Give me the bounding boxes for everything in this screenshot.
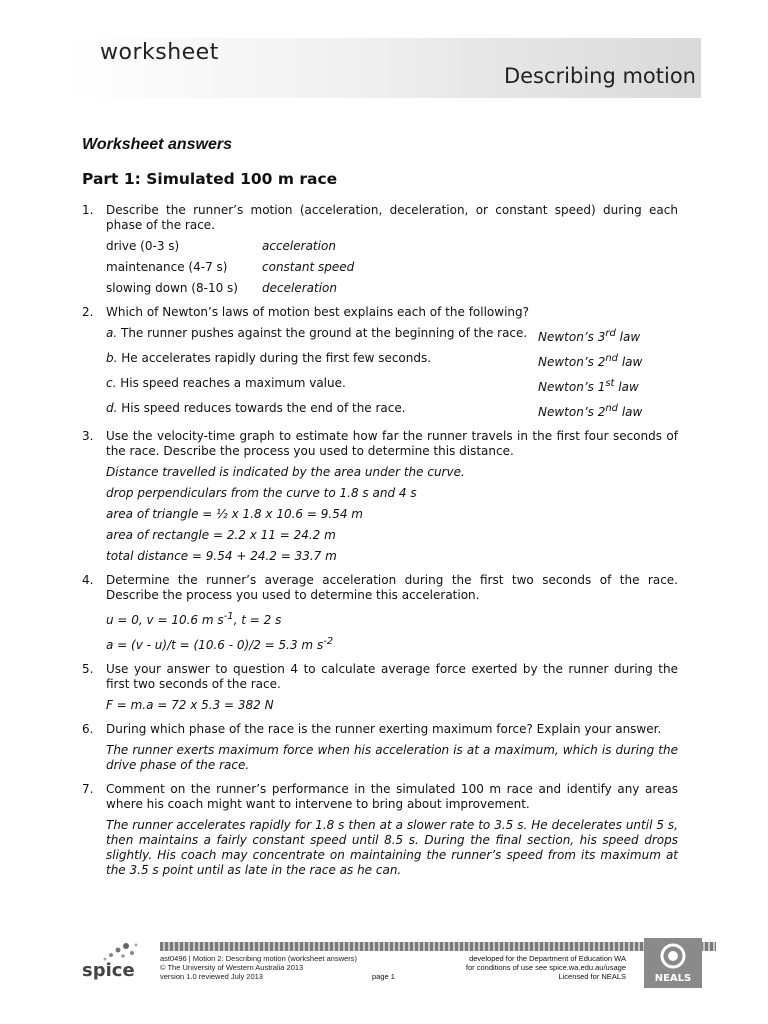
neals-swirl-icon [644,938,702,974]
law-text: Newton’s 2 [538,355,606,369]
answer-paragraph: The runner exerts maximum force when his acceleration is at a maximum, which is during the drive phase of the race. [106,743,678,772]
law-ordinal: st [605,378,615,389]
law-text: Newton’s 1 [538,380,606,394]
law-answer [538,351,642,370]
equation-text: u = 0, v = 10.6 m s [106,613,224,627]
page-footer [82,938,702,988]
answer-row [106,260,678,275]
question-text: Determine the runner’s average acceleration during the first two seconds of the race. Describe the process you used to determine this acceleration. [106,573,678,602]
item-label: a. [106,326,118,340]
question-text: Comment on the runner’s performance in the simulated 100 m race and identify any areas where his coach might want to intervene to bring about improvement. [106,782,678,811]
question-text: Describe the runner’s motion (acceleration, deceleration, or constant speed) during each phase of the race. [106,203,678,232]
footer-line: Licensed for NEALS [558,972,626,981]
section-title: Worksheet answers [82,136,232,153]
statement [106,376,538,395]
neals-logo-text: NEALS [654,973,692,984]
answer-row [106,326,678,345]
law-ordinal: rd [605,328,616,339]
exponent: -1 [223,611,234,622]
footer-line: © The University of Western Australia 2013 [160,963,304,972]
footer-line: developed for the Department of Education WA [469,954,626,963]
working-line: area of triangle = ½ x 1.8 x 10.6 = 9.54 m [106,507,363,521]
law-suffix: law [614,380,639,394]
question-text: Which of Newton’s laws of motion best explains each of the following? [106,305,530,319]
spice-logo-text: spice [82,960,135,981]
working-line: Distance travelled is indicated by the area under the curve. [106,465,465,479]
law-answer [538,326,640,345]
answer-row [106,351,678,370]
answer-paragraph: The runner accelerates rapidly for 1.8 s then at a slower rate to 3.5 s. He decelerates until 5 s, then maintains a fairly constant speed until 8.5 s. During the final section, his speed drops slightly. His coach may concentrate on maintaining the runner’s speed from its maximum at the 3.5 s point until as late in the race as he can. [106,818,678,877]
neals-logo [644,938,702,988]
question-2 [82,305,678,420]
question-7 [82,782,678,878]
phase-label: drive (0-3 s) [106,239,180,253]
brand-wordmark: worksheet [100,40,219,65]
answer-row [106,401,678,420]
item-text: The runner pushes against the ground at the beginning of the race. [117,326,528,340]
law-ordinal: nd [605,403,619,414]
working-line [106,634,678,653]
document-title: Describing motion [503,64,696,88]
question-4 [82,573,678,653]
equation-text: a = (v - u)/t = (10.6 - 0)/2 = 5.3 m s [106,638,324,652]
working-line: total distance = 9.54 + 24.2 = 33.7 m [106,549,337,563]
item-label: b. [106,351,118,365]
item-label: c. [106,376,117,390]
equation-text: , t = 2 s [233,613,282,627]
question-text: During which phase of the race is the runner exerting maximum force? Explain your answer. [106,722,662,736]
part-title: Part 1: Simulated 100 m race [82,170,338,188]
item-text: His speed reduces towards the end of the race. [117,401,406,415]
phase-answer: deceleration [262,281,337,295]
footer-info [160,954,357,981]
worksheet-content [82,203,678,887]
law-text: Newton’s 3 [538,330,606,344]
answer-row [106,239,678,254]
question-number: 4. [82,573,94,587]
law-ordinal: nd [605,353,619,364]
question-1 [82,203,678,296]
item-label: d. [106,401,118,415]
statement [106,351,538,370]
question-5 [82,662,678,713]
phase-answer: acceleration [262,239,336,253]
phase-label: maintenance (4-7 s) [106,260,228,274]
statement [106,326,538,345]
page-number: page 1 [372,972,395,981]
phase-label: slowing down (8-10 s) [106,281,238,295]
working-line: drop perpendiculars from the curve to 1.8 s and 4 s [106,486,417,500]
footer-credits [466,954,626,981]
answer-row [106,281,678,296]
law-answer [538,401,642,420]
footer-line: for conditions of use see spice.wa.edu.au/usage [465,963,626,972]
statement [106,401,538,420]
question-6 [82,722,678,773]
question-number: 7. [82,782,94,796]
law-suffix: law [615,330,641,344]
footer-line: ast0496 | Motion 2: Describing motion (worksheet answers) [160,954,358,963]
working-line: area of rectangle = 2.2 x 11 = 24.2 m [106,528,336,542]
answer-row [106,376,678,395]
law-suffix: law [618,405,643,419]
working-line [106,609,678,628]
question-number: 1. [82,203,94,217]
question-number: 2. [82,305,94,319]
question-number: 5. [82,662,94,676]
exponent: -2 [323,636,334,647]
question-text: Use your answer to question 4 to calculate average force exerted by the runner during the first two seconds of the race. [106,662,678,691]
item-text: His speed reaches a maximum value. [116,376,346,390]
law-suffix: law [618,355,643,369]
phase-answer: constant speed [262,260,355,274]
question-number: 3. [82,429,94,443]
question-text: Use the velocity-time graph to estimate how far the runner travels in the first four seconds of the race. Describe the process you used to determine this distance. [106,429,678,458]
footer-line: version 1.0 reviewed July 2013 [160,972,263,981]
item-text: He accelerates rapidly during the first few seconds. [117,351,432,365]
law-answer [538,376,639,395]
question-3 [82,429,678,564]
law-text: Newton’s 2 [538,405,606,419]
question-number: 6. [82,722,94,736]
working-line: F = m.a = 72 x 5.3 = 382 N [106,698,274,712]
footer-bar [160,942,716,951]
